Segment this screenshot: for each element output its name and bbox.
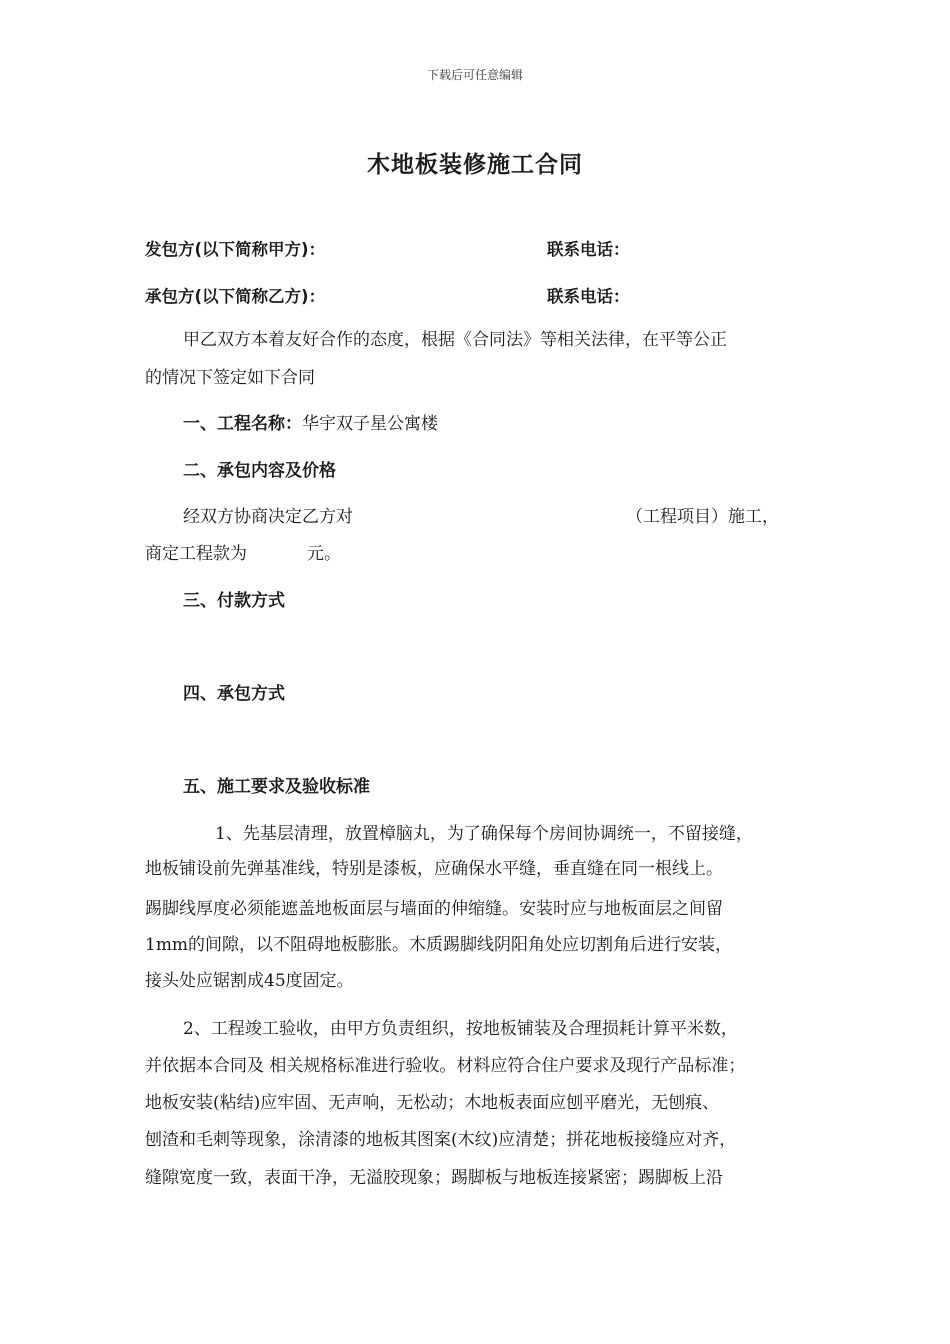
item-2-line: 缝隙宽度一致，表面干净，无溢胶现象；踢脚板与地板连接紧密；踢脚板上沿 <box>145 1168 723 1188</box>
item-1-line: 接头处应锯割成45度固定。 <box>145 971 354 991</box>
party-b-phone-label: 联系电话： <box>547 287 630 306</box>
item-2-line: 2、工程竣工验收，由甲方负责组织，按地板铺装及合理损耗计算平米数， <box>183 1019 738 1039</box>
section-1 <box>183 412 438 436</box>
item-2-line: 并依据本合同及 相关规格标准进行验收。材料应符合住户要求及现行产品标准； <box>145 1056 746 1076</box>
section-2-line-1b: （工程项目）施工， <box>626 507 779 527</box>
item-1-line: 1、先基层清理，放置樟脑丸，为了确保每个房间协调统一，不留接缝， <box>215 824 753 844</box>
party-a-phone-label: 联系电话： <box>547 240 630 259</box>
section-2-line-1a: 经双方协商决定乙方对 <box>183 507 353 527</box>
item-1-line: 地板铺设前先弹基准线，特别是漆板，应确保水平缝，垂直缝在同一根线上。 <box>145 859 723 879</box>
item-2-line: 地板安装(粘结)应牢固、无声响，无松动；木地板表面应刨平磨光，无刨痕、 <box>145 1093 720 1113</box>
intro-line-1: 甲乙双方本着友好合作的态度，根据《合同法》等相关法律，在平等公正 <box>183 330 727 350</box>
document-title: 木地板装修施工合同 <box>367 152 583 178</box>
section-2-line-2a: 商定工程款为 <box>145 544 247 564</box>
item-1-line: 1mm的间隙，以不阻碍地板膨胀。木质踢脚线阴阳角处应切割角后进行安装， <box>145 935 733 955</box>
section-2-heading: 二、承包内容及价格 <box>183 461 336 481</box>
section-2-line-2b: 元。 <box>307 544 341 564</box>
item-2-line: 刨渣和毛刺等现象，涂清漆的地板其图案(木纹)应清楚；拼花地板接缝应对齐， <box>145 1130 737 1150</box>
section-5-heading: 五、施工要求及验收标准 <box>183 777 370 797</box>
project-name: 华宇双子星公寓楼 <box>302 414 438 434</box>
party-a-label: 发包方(以下简称甲方)： <box>145 240 326 259</box>
section-4-heading: 四、承包方式 <box>183 684 285 704</box>
item-1-line: 踢脚线厚度必须能遮盖地板面层与墙面的伸缩缝。安装时应与地板面层之间留 <box>145 899 723 919</box>
header-note: 下载后可任意编辑 <box>426 68 523 82</box>
section-1-heading: 一、工程名称： <box>183 414 302 434</box>
section-3-heading: 三、付款方式 <box>183 591 285 611</box>
intro-line-2: 的情况下签定如下合同 <box>145 368 315 388</box>
party-b-label: 承包方(以下简称乙方)： <box>145 287 326 306</box>
